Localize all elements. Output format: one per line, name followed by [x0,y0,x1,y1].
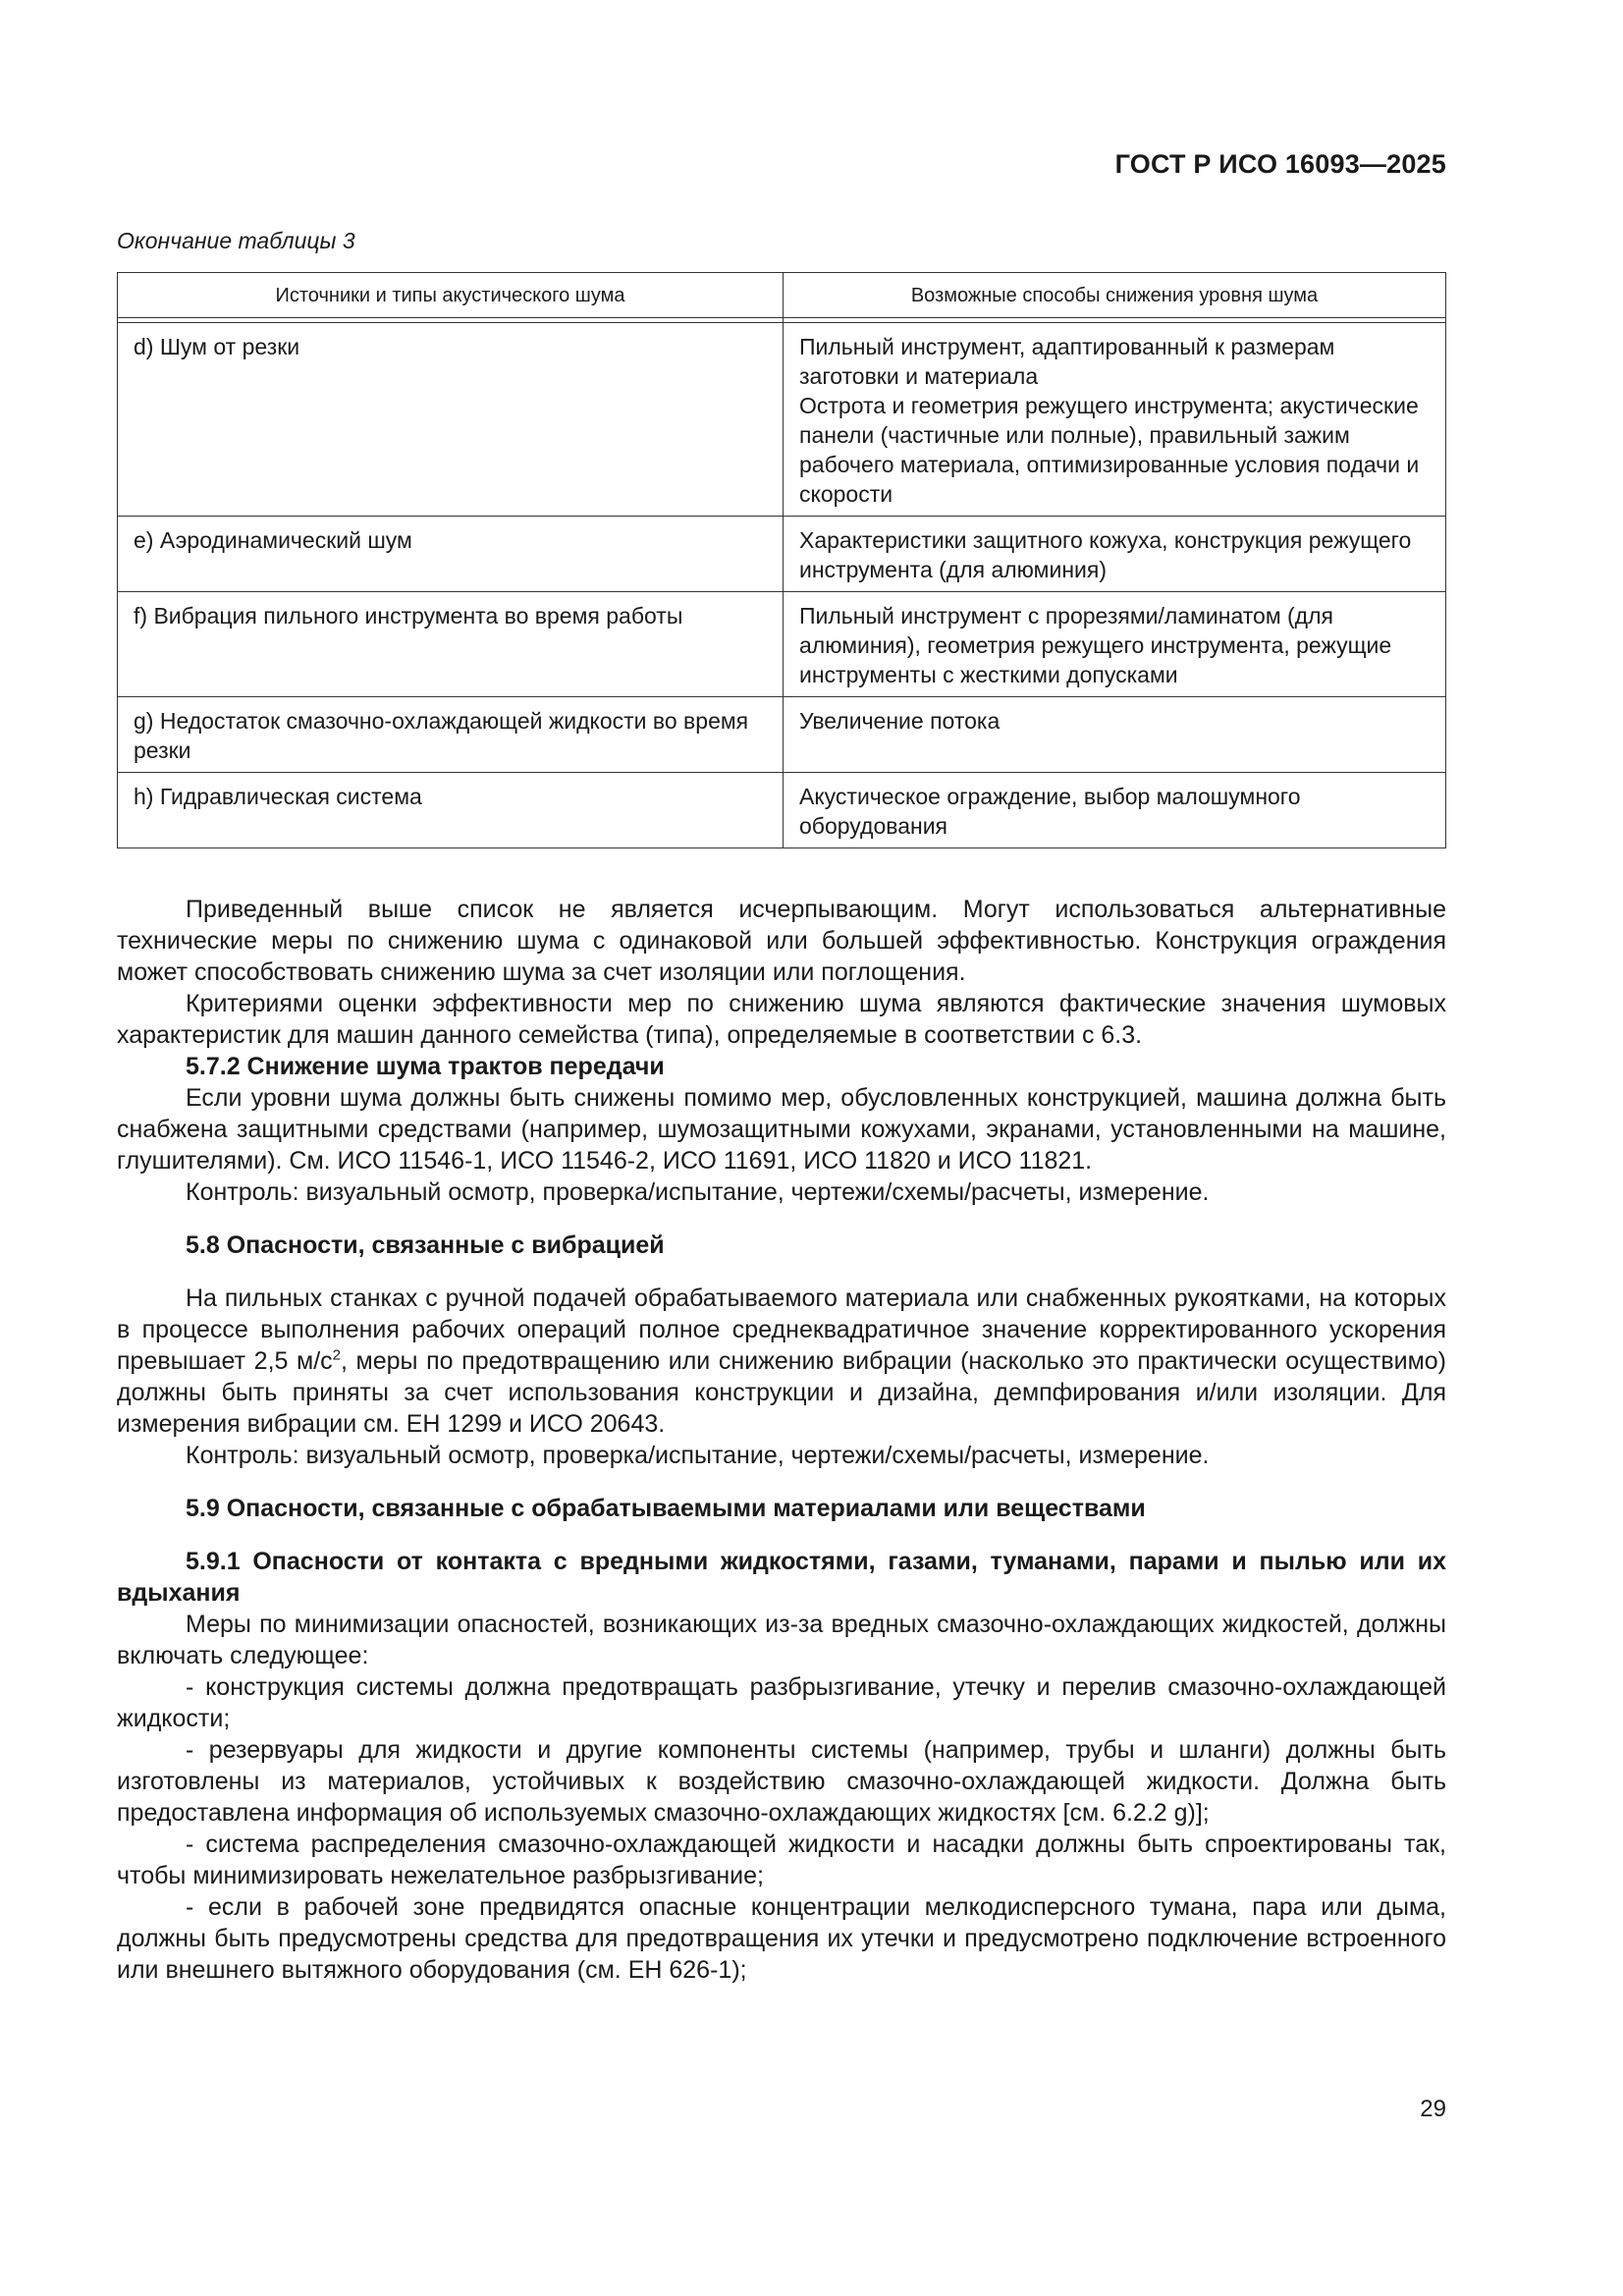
page-number: 29 [1420,2096,1446,2122]
noise-table [117,272,1446,848]
table-row [118,697,1446,773]
table-row [118,323,1446,517]
paragraph-part: На пильных станках с ручной подачей обрабатываемого материала или снабженных рукоятками, на которых в процессе выполнения рабочих операций полное среднеквадратичное значение корректированного ускорения превышает 2,5 м/с [117,1285,1446,1375]
list-item: - резервуары для жидкости и другие компоненты системы (например, трубы и шланги) должны быть изготовлены из материалов, устойчивых к воздействию смазочно-охлаждающей жидкости. Должна быть предоставлена информация об используемых смазочно-охлаждающих жидкостях [см. 6.2.2 g)]; [117,1736,1446,1827]
section-heading-5-9: 5.9 Опасности, связанные с обрабатываемыми материалами или веществами [186,1495,1146,1522]
paragraph: Контроль: визуальный осмотр, проверка/испытание, чертежи/схемы/расчеты, измерение. [186,1178,1210,1206]
paragraph: Если уровни шума должны быть снижены помимо мер, обусловленных конструкцией, машина должна быть снабжена защитными средствами (например, шумозащитными кожухами, экранами, установленными на машине, глушителями). См. ИСО 11546-1, ИСО 11546-2, ИСО 11691, ИСО 11820 и ИСО 11821. [117,1084,1446,1175]
main-text [117,894,1446,1986]
section-heading-5-7-2: 5.7.2 Снижение шума трактов передачи [186,1053,665,1080]
document-code: ГОСТ Р ИСО 16093—2025 [1114,149,1446,179]
table-cell-source: h) Гидравлическая система [118,773,784,848]
table-cell-measures: Акустическое ограждение, выбор малошумного оборудования [784,773,1446,848]
paragraph: Приведенный выше список не является исчерпывающим. Могут использоваться альтернативные технические меры по снижению шума с одинаковой или большей эффективностью. Конструкция ограждения может способствовать снижению шума за счет изоляции или поглощения. [117,896,1446,986]
section-heading-5-8: 5.8 Опасности, связанные с вибрацией [186,1231,665,1259]
section-heading-5-9-1: 5.9.1 Опасности от контакта с вредными жидкостями, газами, туманами, парами и пылью или их вдыхания [117,1548,1446,1607]
paragraph: Меры по минимизации опасностей, возникающих из-за вредных смазочно-охлаждающих жидкостей, должны включать следующее: [117,1611,1446,1669]
table-row [118,517,1446,592]
list-item: - система распределения смазочно-охлаждающей жидкости и насадки должны быть спроектированы так, чтобы минимизировать нежелательное разбрызгивание; [117,1831,1446,1889]
table-caption: Окончание таблицы 3 [117,228,355,253]
table-cell-measures: Пильный инструмент с прорезями/ламинатом (для алюминия), геометрия режущего инструмента, режущие инструменты с жесткими допусками [784,592,1446,697]
table-cell-measures [784,323,1446,517]
paragraph-part: , меры по предотвращению или снижению вибрации (насколько это практически осуществимо) должны быть приняты за счет использования конструкции и дизайна, демпфирования и/или изоляции. Для измерения вибрации см. ЕН 1299 и ИСО 20643. [117,1347,1447,1438]
superscript: 2 [332,1346,342,1364]
list-item: - конструкция системы должна предотвращать разбрызгивание, утечку и перелив смазочно-охлаждающей жидкости; [117,1673,1446,1732]
table-col-header-sources: Источники и типы акустического шума [118,273,784,318]
table-row [118,592,1446,697]
table-row [118,773,1446,848]
table-cell-measures: Увеличение потока [784,697,1446,773]
table-cell-source: d) Шум от резки [118,323,784,517]
table-cell-source: f) Вибрация пильного инструмента во время работы [118,592,784,697]
table-col-header-measures: Возможные способы снижения уровня шума [784,273,1446,318]
paragraph: Контроль: визуальный осмотр, проверка/испытание, чертежи/схемы/расчеты, измерение. [186,1442,1210,1469]
table-cell-source: g) Недостаток смазочно-охлаждающей жидкости во время резки [118,697,784,773]
measure-line: Пильный инструмент, адаптированный к размерам заготовки и материала [799,334,1335,389]
paragraph: Критериями оценки эффективности мер по снижению шума являются фактические значения шумовых характеристик для машин данного семейства (типа), определяемые в соответствии с 6.3. [117,990,1446,1049]
table-cell-source: e) Аэродинамический шум [118,517,784,592]
measure-line: Острота и геометрия режущего инструмента; акустические панели (частичные или полные), правильный зажим рабочего материала, оптимизированные условия подачи и скорости [799,393,1420,507]
table-cell-measures: Характеристики защитного кожуха, конструкция режущего инструмента (для алюминия) [784,517,1446,592]
list-item: - если в рабочей зоне предвидятся опасные концентрации мелкодисперсного тумана, пара или дыма, должны быть предусмотрены средства для предотвращения их утечки и предусмотрено подключение встроенного или внешнего вытяжного оборудования (см. ЕН 626-1); [117,1893,1446,1984]
paragraph [117,1283,1446,1440]
table-header-row [118,273,1446,318]
